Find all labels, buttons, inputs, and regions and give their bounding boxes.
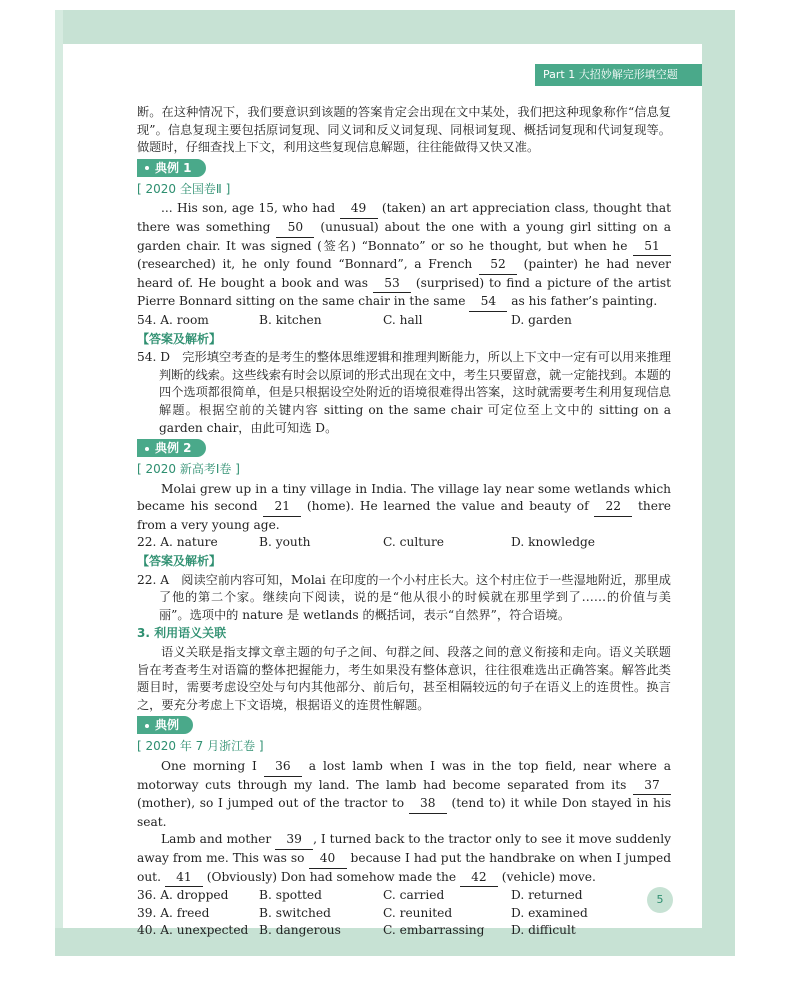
blank-21: 21	[263, 498, 301, 517]
blank-49: 49	[340, 200, 378, 219]
bullet-icon	[145, 166, 149, 170]
option-c: C. embarrassing	[383, 923, 485, 938]
section-3-text: 语义关联是指支撑文章主题的句子之间、句群之间、段落之间的意义衔接和走向。语义关联题旨在考查考生对语篇的整体把握能力，考生如果没有整体意识，往往很难选出正确答案。解答此类题目时，需要考虑设空处与句内其他部分、前后句，甚至相隔较远的句子在语义上的连贯性。换言之，要充分考虑上下文语境，根据语义的连贯性解题。	[137, 645, 671, 712]
blank-37: 37	[633, 777, 671, 796]
running-header	[535, 64, 702, 86]
option-d: D. returned	[511, 888, 583, 903]
example-2-source: [ 2020 新高考Ⅰ卷 ]	[137, 462, 240, 477]
example-3-options-36	[137, 887, 671, 905]
page-number: 5	[647, 887, 673, 913]
example-3-source: [ 2020 年 7 月浙江卷 ]	[137, 739, 264, 754]
blank-50: 50	[276, 219, 314, 238]
option-b: B. spotted	[259, 888, 322, 903]
page-frame-top	[55, 10, 735, 44]
example-1-tag-label: 典例 1	[155, 160, 192, 175]
page-frame-right	[702, 10, 735, 956]
blank-40: 40	[309, 850, 347, 869]
example-3-passage-2: Lamb and mother 39 , I turned back to the tractor only to see it move suddenly away from me. This was so 40 because I had put the handbrake on when I jumped out. 41 (Obviously) Don had somehow made the 42 (vehicle) move.	[137, 831, 671, 887]
bullet-icon	[145, 724, 149, 728]
example-2-tag	[137, 439, 206, 457]
blank-38: 38	[409, 795, 447, 814]
example-3-tag-label: 典例	[155, 718, 180, 733]
option-c: C. hall	[383, 312, 423, 327]
example-1-answer: 54. D 完形填空考查的是考生的整体思维逻辑和推理判断能力，所以上下文中一定有可以用来推理判断的线索。这些线索有时会以原词的形式出现在文中，考生只要留意，就一定能找到。本题的四个选项都很简单，但是只根据设空处附近的语境很难得出答案，这时就需要考生利用复现信息解题。根据空前的关键内容 sitting on the same chair 可定位至上文中的 sitting on a garden chair，由此可知选 D。	[137, 350, 671, 435]
option-a: 54. A. room	[137, 312, 209, 327]
example-1-options	[137, 312, 671, 330]
option-c: C. carried	[383, 888, 445, 903]
option-d: D. difficult	[511, 923, 576, 938]
option-c: C. reunited	[383, 905, 453, 920]
option-b: B. kitchen	[259, 312, 322, 327]
blank-54: 54	[469, 293, 507, 312]
blank-52: 52	[479, 256, 517, 275]
option-a: 22. A. nature	[137, 535, 218, 550]
example-3-tag	[137, 716, 193, 734]
example-1-tag	[137, 159, 206, 177]
example-1-source: [ 2020 全国卷Ⅱ ]	[137, 181, 231, 196]
example-2-answer-label: 【答案及解析】	[137, 554, 222, 569]
example-2-tag-label: 典例 2	[155, 441, 192, 456]
blank-51: 51	[633, 238, 671, 257]
blank-41: 41	[165, 869, 203, 888]
option-a: 40. A. unexpected	[137, 923, 249, 938]
option-d: D. examined	[511, 905, 588, 920]
blank-36: 36	[264, 758, 302, 777]
blank-39: 39	[275, 831, 313, 850]
example-3-passage-1: One morning I 36 a lost lamb when I was in the top field, near where a motorway cuts through my land. The lamb had become separated from its 37 (mother), so I jumped out of the tractor to 38 (tend to) it while Don stayed in his seat.	[137, 759, 672, 829]
blank-53: 53	[373, 275, 411, 294]
option-b: B. switched	[259, 905, 331, 920]
intro-paragraph: 断。在这种情况下，我们要意识到该题的答案肯定会出现在文中某处，我们把这种现象称作“信息复现”。信息复现主要包括原词复现、同义词和反义词复现、同根词复现、概括词复现和代词复现等。做题时，仔细查找上下文，利用这些复现信息解题，往往能做得又快又准。	[137, 105, 671, 155]
bullet-icon	[145, 447, 149, 451]
example-2-answer: 22. A 阅读空前内容可知，Molai 在印度的一个小村庄长大。这个村庄位于一些湿地附近，那里成了他的第二个家。继续向下阅读，说的是“他从很小的时候就在那里学到了……的价值与美丽”。选项中的 nature 是 wetlands 的概括词，表示“自然界”，符合语境。	[137, 572, 671, 622]
example-3-options-39	[137, 905, 671, 923]
header-part: Part 1	[543, 68, 576, 81]
example-2-options	[137, 534, 671, 552]
header-title: 大招妙解完形填空题	[578, 68, 678, 81]
example-1-passage: ... His son, age 15, who had 49 (taken) an art appreciation class, thought that there was something 50 (unusual) about the one with a young girl sitting on a garden chair. It was signed (签名) “Bonnato” or so he thought, but when he 51 (researched) it, he only found “Bonnard”, a French 52 (painter) he had never heard of. He bought a book and was 53 (surprised) to find a picture of the artist Pierre Bonnard sitting on the same chair in the same 54 as his father’s painting.	[137, 200, 671, 312]
example-3-options-40	[137, 922, 671, 940]
option-a: 39. A. freed	[137, 905, 210, 920]
option-d: D. knowledge	[511, 535, 596, 550]
option-c: C. culture	[383, 535, 444, 550]
option-b: B. dangerous	[259, 923, 341, 938]
option-b: B. youth	[259, 535, 311, 550]
blank-42: 42	[460, 869, 498, 888]
example-2-passage: Molai grew up in a tiny village in India. The village lay near some wetlands which became his second 21 (home). He learned the value and beauty of 22 there from a very young age.	[137, 481, 671, 532]
page-frame-left	[55, 10, 63, 956]
page-content	[137, 104, 671, 940]
example-1-answer-label: 【答案及解析】	[137, 331, 222, 346]
option-d: D. garden	[511, 312, 572, 327]
blank-22: 22	[594, 498, 632, 517]
option-a: 36. A. dropped	[137, 888, 229, 903]
section-3-title: 3. 利用语义关联	[137, 626, 227, 641]
